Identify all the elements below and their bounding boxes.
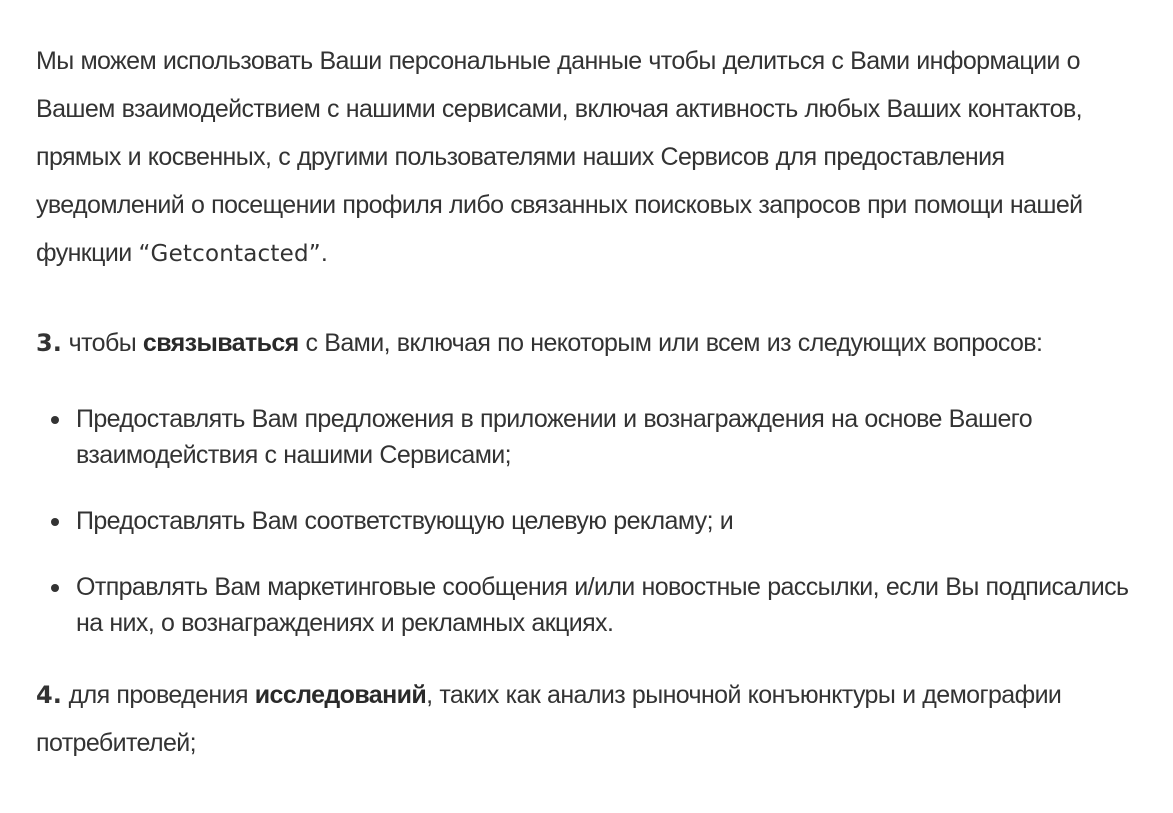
bullet-icon [51, 416, 59, 424]
item-3-number: 3. [36, 329, 62, 357]
item-4-number: 4. [36, 681, 62, 709]
bullet-icon [51, 584, 59, 592]
list-item [36, 401, 1146, 473]
intro-text: Мы можем использовать Ваши персональные данные чтобы делиться с Вами информации о Вашем взаимодействием с нашими сервисами, включая активность любых Ваших контактов, прямых и косвенных, с другими пользователями наших Сервисов для предоставления уведомлений о посещении профиля либо связанных поисковых запросов при помощи нашей функции [36, 47, 1083, 267]
bullet-list [36, 401, 1146, 641]
item-3-paragraph [36, 319, 1146, 367]
item-3-pre: чтобы [61, 329, 143, 357]
item-4-bold: исследований [254, 681, 427, 709]
list-item-text: Отправлять Вам маркетинговые сообщения и/или новостные рассылки, если Вы подписались на них, о вознаграждениях и рекламных акциях. [76, 573, 1129, 637]
list-item [36, 569, 1146, 641]
list-item [36, 503, 1146, 539]
item-4-pre: для проведения [61, 681, 255, 709]
document-body [36, 37, 1146, 767]
item-4-paragraph [36, 671, 1146, 767]
feature-name: “Getcontacted” [138, 241, 321, 267]
item-3-bold: связываться [142, 329, 299, 357]
item-3-post: с Вами, включая по некоторым или всем из следующих вопросов: [298, 329, 1043, 357]
list-item-text: Предоставлять Вам предложения в приложении и вознаграждения на основе Вашего взаимодействия с нашими Сервисами; [76, 405, 1033, 469]
intro-end: . [320, 239, 328, 267]
bullet-icon [51, 518, 59, 526]
intro-paragraph [36, 37, 1146, 277]
item-4-post: , таких как анализ рыночной конъюнктуры и демографии потребителей; [36, 681, 1062, 757]
list-item-text: Предоставлять Вам соответствующую целевую рекламу; и [76, 507, 734, 535]
